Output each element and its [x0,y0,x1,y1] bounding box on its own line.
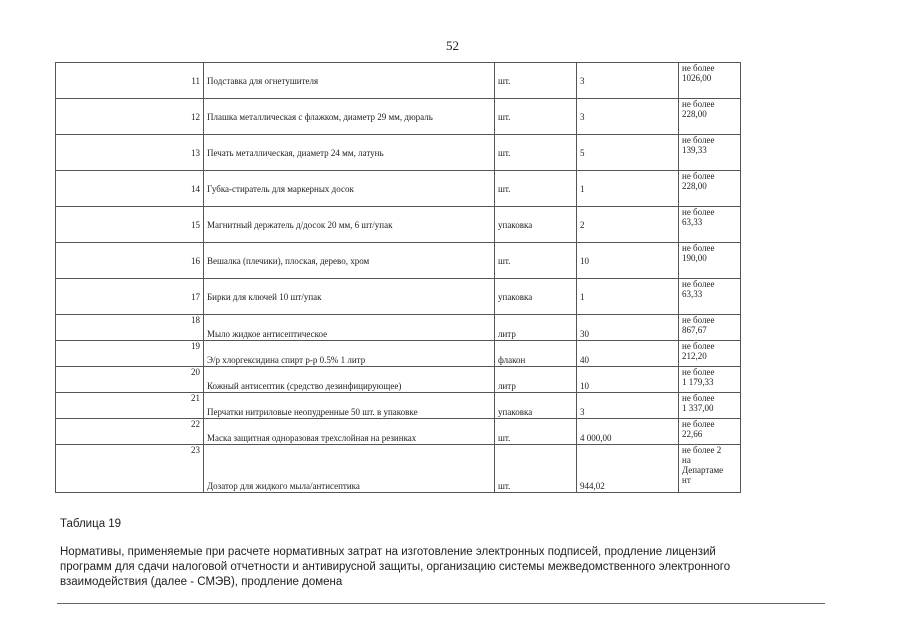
table-row [56,99,741,135]
price-line: 1026,00 [682,73,712,83]
price-line: не более [682,171,715,181]
item-price [679,367,741,393]
item-name: Дозатор для жидкого мыла/антисептика [204,445,495,493]
item-name: Вешалка (плечики), плоская, дерево, хром [204,243,495,279]
row-number: 23 [56,445,204,493]
price-line: 22,66 [682,429,703,439]
price-line: 867,67 [682,325,707,335]
row-number: 16 [56,243,204,279]
item-name: Кожный антисептик (средство дезинфицирующее) [204,367,495,393]
price-line: не более 2 [682,445,722,455]
item-name: Печать металлическая, диаметр 24 мм, латунь [204,135,495,171]
price-line: не более [682,243,715,253]
price-line: 190,00 [682,253,707,263]
row-number: 14 [56,171,204,207]
item-price [679,63,741,99]
item-price [679,171,741,207]
table-row [56,243,741,279]
item-name: Мыло жидкое антисептическое [204,315,495,341]
item-price [679,419,741,445]
table-row [56,207,741,243]
item-unit: шт. [495,445,577,493]
item-quantity: 10 [577,243,679,279]
item-unit: упаковка [495,279,577,315]
item-price [679,243,741,279]
item-price [679,393,741,419]
price-line: нт [682,475,691,485]
row-number: 20 [56,367,204,393]
row-number: 15 [56,207,204,243]
items-table [55,62,741,493]
item-quantity: 1 [577,279,679,315]
item-unit: шт. [495,135,577,171]
table-row [56,315,741,341]
item-quantity: 1 [577,171,679,207]
item-name: Магнитный держатель д/досок 20 мм, 6 шт/упак [204,207,495,243]
item-quantity: 30 [577,315,679,341]
price-line: 1 337,00 [682,403,714,413]
price-line: 228,00 [682,181,707,191]
item-unit: флакон [495,341,577,367]
price-line: 228,00 [682,109,707,119]
row-number: 11 [56,63,204,99]
item-name: Губка-стиратель для маркерных досок [204,171,495,207]
item-unit: упаковка [495,207,577,243]
table-row [56,171,741,207]
item-unit: шт. [495,63,577,99]
price-line: не более [682,99,715,109]
item-quantity: 4 000,00 [577,419,679,445]
item-name: Плашка металлическая с флажком, диаметр 29 мм, дюраль [204,99,495,135]
price-line: 1 179,33 [682,377,714,387]
item-quantity: 10 [577,367,679,393]
table-row [56,341,741,367]
price-line: не более [682,367,715,377]
item-unit: шт. [495,243,577,279]
item-unit: литр [495,315,577,341]
price-line: 63,33 [682,217,703,227]
price-line: не более [682,393,715,403]
item-unit: шт. [495,419,577,445]
price-line: не более [682,135,715,145]
item-price [679,99,741,135]
table-row [56,393,741,419]
page-number: 52 [446,38,459,53]
price-line: Департаме [682,465,724,475]
item-price [679,279,741,315]
price-line: не более [682,315,715,325]
table-row [56,135,741,171]
item-quantity: 2 [577,207,679,243]
table-title [60,545,820,590]
row-number: 21 [56,393,204,419]
item-quantity: 5 [577,135,679,171]
item-quantity: 3 [577,63,679,99]
item-quantity: 3 [577,99,679,135]
price-line: на [682,455,691,465]
table-title-line: взаимодействия (далее - СМЭВ), продление домена [60,576,343,588]
item-name: Перчатки нитриловые неопудренные 50 шт. в упаковке [204,393,495,419]
item-quantity: 3 [577,393,679,419]
item-quantity: 944,02 [577,445,679,493]
item-name: Маска защитная одноразовая трехслойная на резинках [204,419,495,445]
item-unit: шт. [495,171,577,207]
price-line: не более [682,279,715,289]
item-name: Э/р хлоргексидина спирт р-р 0.5% 1 литр [204,341,495,367]
table-row [56,445,741,493]
row-number: 22 [56,419,204,445]
row-number: 12 [56,99,204,135]
bottom-rule [57,603,825,604]
table-row [56,279,741,315]
item-unit: упаковка [495,393,577,419]
price-line: не более [682,63,715,73]
table-row [56,419,741,445]
table-row [56,63,741,99]
price-line: 63,33 [682,289,703,299]
item-price [679,341,741,367]
table-title-line: Нормативы, применяемые при расчете нормативных затрат на изготовление электронных подписей, продление лицензий [60,546,716,558]
row-number: 13 [56,135,204,171]
item-name: Бирки для ключей 10 шт/упак [204,279,495,315]
price-line: не более [682,419,715,429]
item-price [679,315,741,341]
item-unit: шт. [495,99,577,135]
item-unit: литр [495,367,577,393]
row-number: 18 [56,315,204,341]
price-line: не более [682,341,715,351]
table-caption: Таблица 19 [60,518,122,530]
price-line: 139,33 [682,145,707,155]
item-price [679,135,741,171]
item-name: Подставка для огнетушителя [204,63,495,99]
table-title-line: программ для сдачи налоговой отчетности и антивирусной защиты, организацию системы межведомственного электронного [60,561,731,573]
price-line: не более [682,207,715,217]
item-quantity: 40 [577,341,679,367]
price-line: 212,20 [682,351,707,361]
item-price [679,445,741,493]
table-row [56,367,741,393]
row-number: 17 [56,279,204,315]
item-price [679,207,741,243]
row-number: 19 [56,341,204,367]
